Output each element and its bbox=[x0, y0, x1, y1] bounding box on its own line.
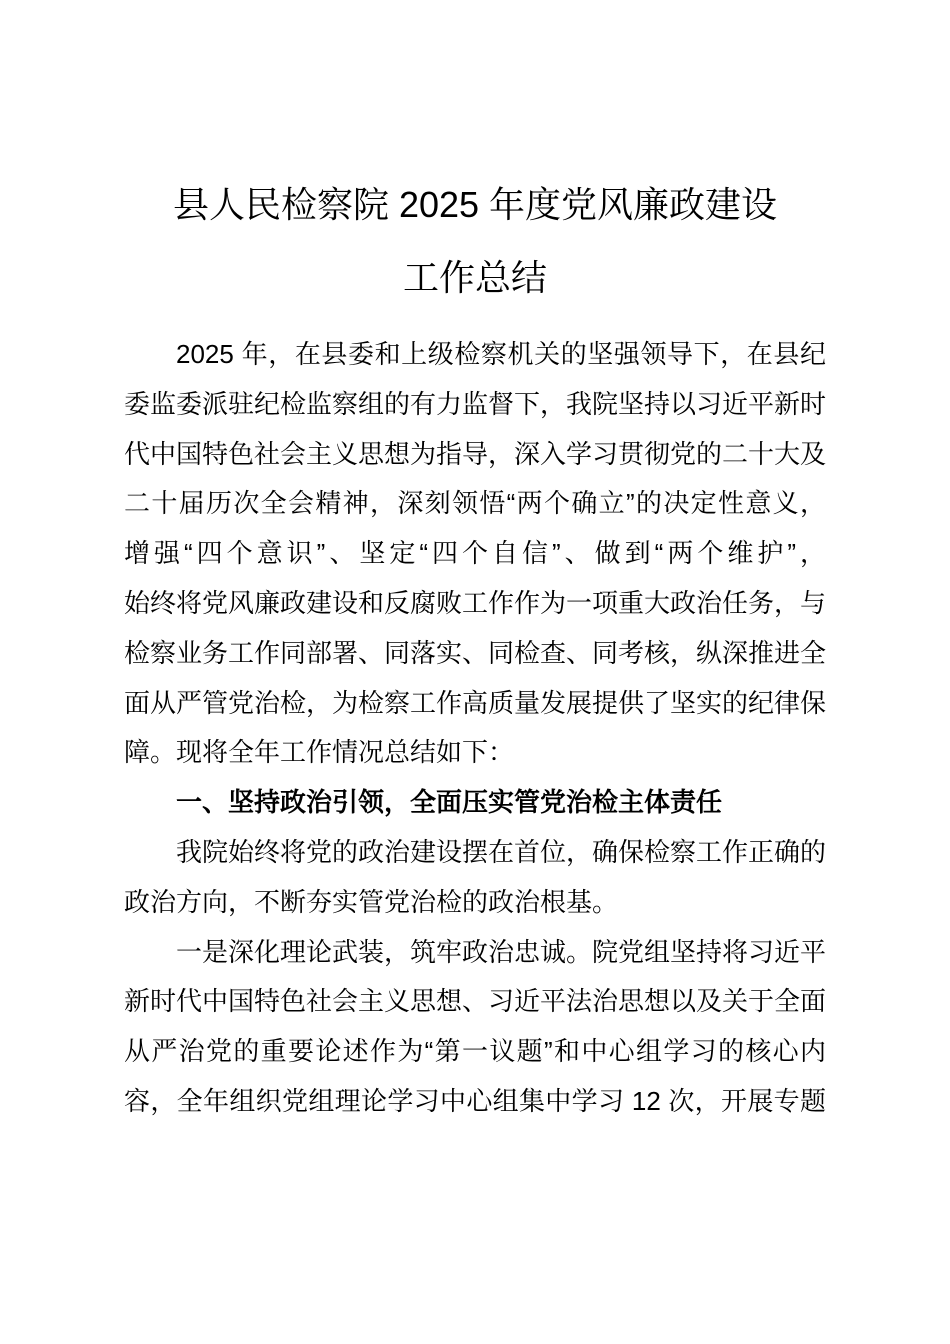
body-line: 增强“四个意识”、坚定“四个自信”、做到“两个维护”， bbox=[124, 538, 826, 569]
body-line: 从严治党的重要论述作为“第一议题”和中心组学习的核心内 bbox=[124, 1036, 826, 1067]
body-line: 新时代中国特色社会主义思想、习近平法治思想以及关于全面 bbox=[124, 986, 827, 1017]
body-line: 政治方向，不断夯实管党治检的政治根基。 bbox=[124, 886, 619, 917]
body-line: 二十届历次全会精神，深刻领悟“两个确立”的决定性意义， bbox=[124, 488, 826, 519]
title-line: 工作总结 bbox=[402, 257, 547, 298]
document-title bbox=[124, 168, 826, 314]
body-line: 面从严管党治检，为检察工作高质量发展提供了坚实的纪律保 bbox=[124, 687, 827, 718]
body-line: 始终将党风廉政建设和反腐败工作作为一项重大政治任务，与 bbox=[124, 587, 827, 618]
document-body bbox=[124, 330, 826, 1127]
body-line: 2025 年，在县委和上级检察机关的坚强领导下，在县纪 bbox=[176, 339, 826, 369]
section-heading: 一、坚持政治引领，全面压实管党治检主体责任 bbox=[176, 787, 723, 818]
body-line: 我院始终将党的政治建设摆在首位，确保检察工作正确的 bbox=[176, 836, 827, 867]
body-line: 委监委派驻纪检监察组的有力监督下，我院坚持以习近平新时 bbox=[124, 388, 827, 419]
page-content bbox=[0, 168, 950, 1127]
body-line: 一是深化理论武装，筑牢政治忠诚。院党组坚持将习近平 bbox=[176, 936, 827, 967]
body-line: 检察业务工作同部署、同落实、同检查、同考核，纵深推进全 bbox=[124, 637, 827, 668]
body-line: 代中国特色社会主义思想为指导，深入学习贯彻党的二十大及 bbox=[124, 438, 827, 469]
body-line: 容，全年组织党组理论学习中心组集中学习 12 次，开展专题 bbox=[124, 1085, 826, 1116]
title-line: 县人民检察院 2025 年度党风廉政建设 bbox=[172, 184, 778, 225]
body-line: 障。现将全年工作情况总结如下： bbox=[124, 737, 515, 768]
